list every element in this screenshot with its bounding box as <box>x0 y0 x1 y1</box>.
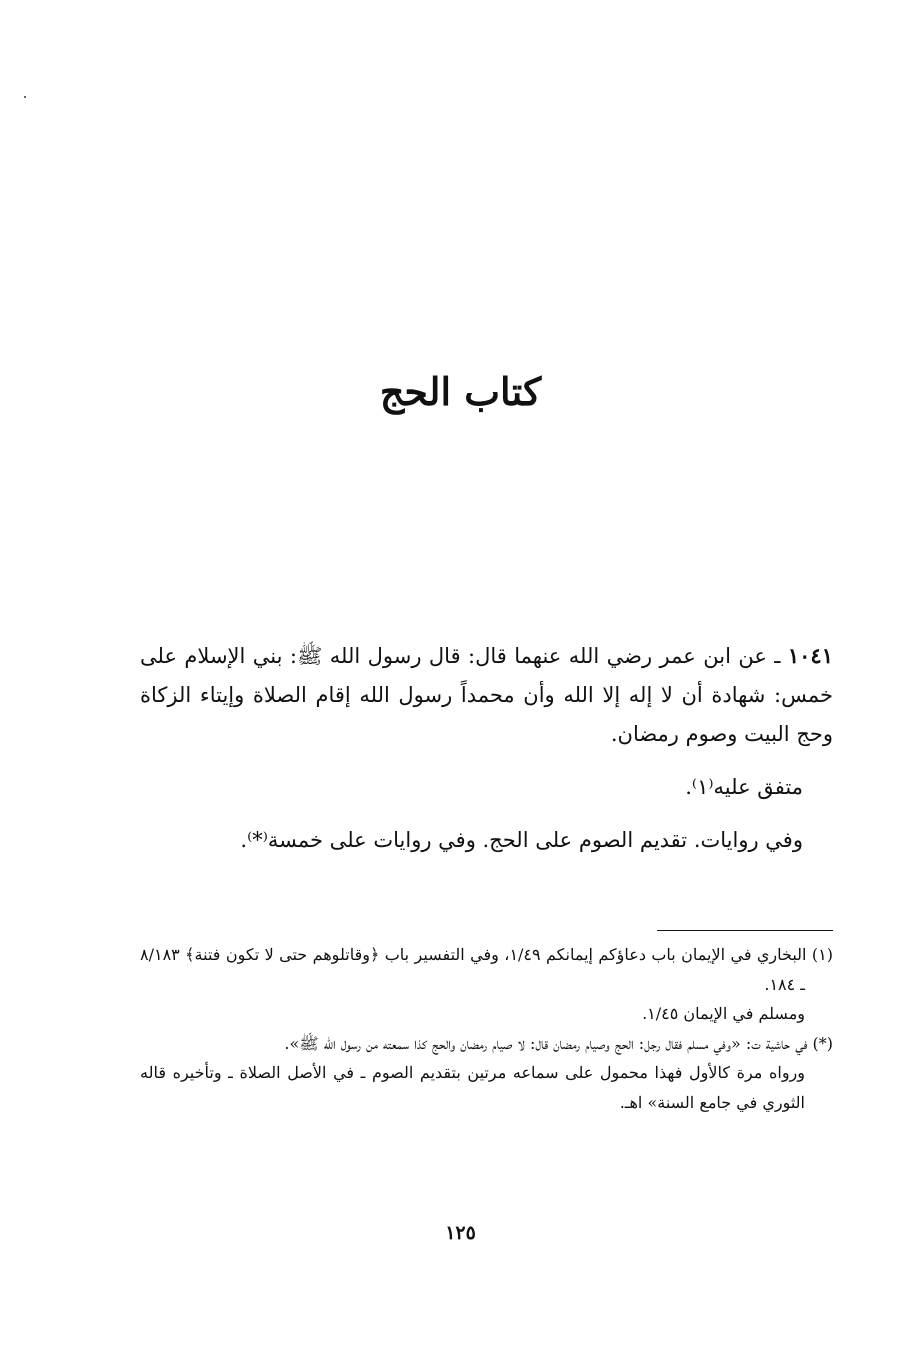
footnotes <box>140 940 833 1117</box>
footnote-star-continued: ورواه مرة كالأول فهذا محمول على سماعه مرتين بتقديم الصوم ـ في الأصل الصلاة ـ وتأخيره قاله الثوري في جامع السنة» اهـ. <box>140 1063 805 1112</box>
hadith-number: ١٠٤١ <box>787 643 833 668</box>
hadith-grading: متفق عليه⁽١⁾. <box>685 775 803 799</box>
footnote-1: (١) البخاري في الإيمان باب دعاؤكم إيمانكم ١/٤٩، وفي التفسير باب ﴿وقاتلوهم حتى لا تكون فتنة﴾ ٨/١٨٣ ـ ١٨٤. <box>140 945 833 994</box>
page-number: ١٢٥ <box>445 1222 476 1244</box>
footnote-star: (*) في حاشية ت: «وفي مسلم فقال رجل: الحج وصيام رمضان قال: لا صيام رمضان والحج كذا سمعته من رسول الله ﷺ». <box>284 1033 833 1053</box>
scan-speck <box>24 96 26 98</box>
hadith-text: ـ عن ابن عمر رضي الله عنهما قال: قال رسول الله ﷺ: بني الإسلام على خمس: شهادة أن لا إله إلا الله وأن محمداً رسول الله إقام الصلاة وإيتاء الزكاة وحج البيت وصوم رمضان. <box>140 644 833 746</box>
footnote-divider <box>657 930 833 931</box>
hadith-paragraph <box>140 636 833 754</box>
footnote-1-continued: ومسلم في الإيمان ١/٤٥. <box>642 1004 805 1023</box>
main-text <box>140 636 833 860</box>
chapter-title: كتاب الحج <box>379 369 542 414</box>
hadith-note: وفي روايات. تقديم الصوم على الحج. وفي روايات على خمسة⁽*⁾. <box>240 828 803 852</box>
